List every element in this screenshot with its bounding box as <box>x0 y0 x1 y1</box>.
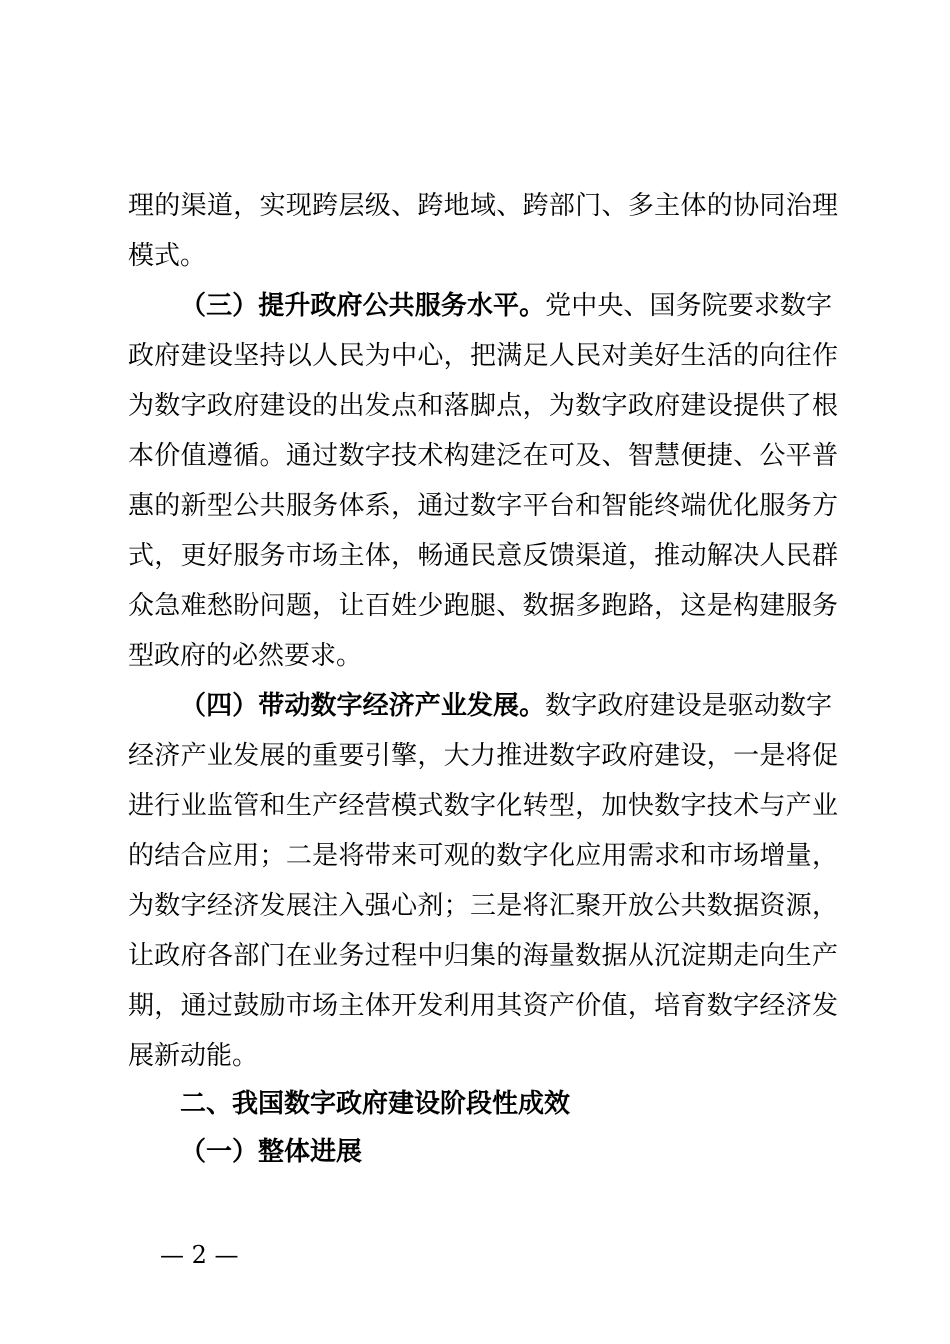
paragraph-line: 模式。 <box>128 241 207 271</box>
paragraph-line: 期，通过鼓励市场主体开发利用其资产价值，培育数字经济发 <box>128 991 838 1021</box>
paragraph-3-lead-rest: 党中央、国务院要求数字 <box>545 291 832 321</box>
paragraph-line: 型政府的必然要求。 <box>128 641 363 671</box>
paragraph-line: 式，更好服务市场主体，畅通民意反馈渠道，推动解决人民群 <box>128 541 838 571</box>
paragraph-line: 的结合应用；二是将带来可观的数字化应用需求和市场增量， <box>128 841 838 871</box>
paragraph-line: 展新动能。 <box>128 1041 259 1071</box>
paragraph-4-lead-rest: 数字政府建设是驱动数字 <box>545 691 832 721</box>
paragraph-line: 为数字经济发展注入强心剂；三是将汇聚开放公共数据资源， <box>128 891 838 921</box>
subsection-heading: （一）整体进展 <box>180 1137 363 1167</box>
paragraph-3-first-line <box>180 290 832 322</box>
paragraph-line: 理的渠道，实现跨层级、跨地域、跨部门、多主体的协同治理 <box>128 191 838 221</box>
paragraph-line: 众急难愁盼问题，让百姓少跑腿、数据多跑路，这是构建服务 <box>128 591 838 621</box>
paragraph-4-first-line <box>180 690 832 722</box>
paragraph-line: 经济产业发展的重要引擎，大力推进数字政府建设，一是将促 <box>128 741 838 771</box>
paragraph-line: 进行业监管和生产经营模式数字化转型，加快数字技术与产业 <box>128 791 838 821</box>
page-number: — 2 — <box>160 1241 239 1269</box>
paragraph-line: 惠的新型公共服务体系，通过数字平台和智能终端优化服务方 <box>128 491 838 521</box>
paragraph-line: 政府建设坚持以人民为中心，把满足人民对美好生活的向往作 <box>128 341 838 371</box>
paragraph-line: 为数字政府建设的出发点和落脚点，为数字政府建设提供了根 <box>128 391 838 421</box>
paragraph-4-lead: （四）带动数字经济产业发展。 <box>180 691 546 721</box>
paragraph-line: 本价值遵循。通过数字技术构建泛在可及、智慧便捷、公平普 <box>128 441 838 471</box>
paragraph-line: 让政府各部门在业务过程中归集的海量数据从沉淀期走向生产 <box>128 941 838 971</box>
paragraph-3-lead: （三）提升政府公共服务水平。 <box>180 291 546 321</box>
section-heading: 二、我国数字政府建设阶段性成效 <box>180 1089 571 1119</box>
